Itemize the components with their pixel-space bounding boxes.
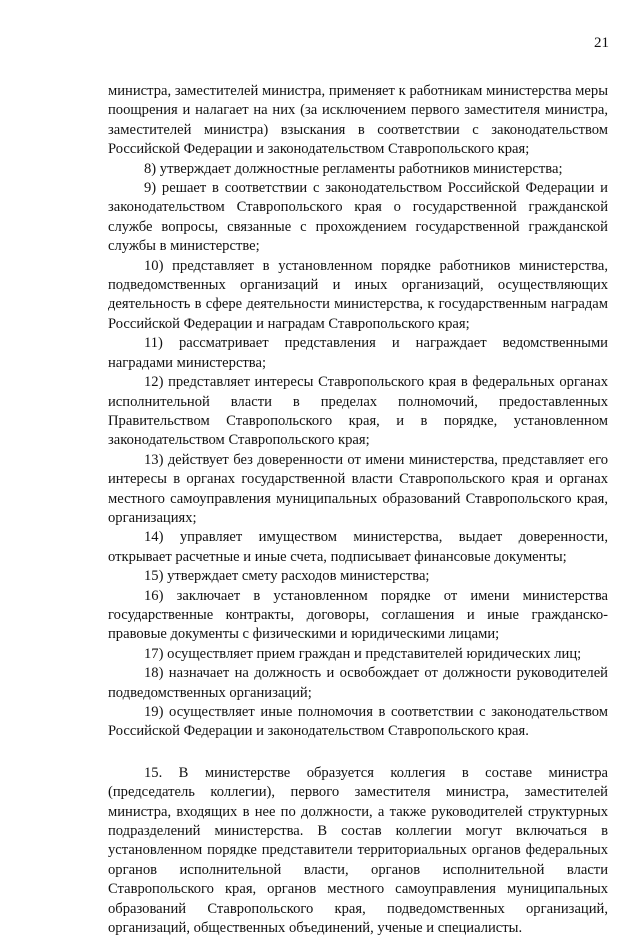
paragraph-item-13: 13) действует без доверенности от имени министерства, представляет его интересы в органах государственной власти Ставропольского края и органах местного самоуправления муниципальных образований Ставропольского края, организациях; — [108, 451, 608, 526]
paragraph-item-14: 14) управляет имуществом министерства, выдает доверенности, открывает расчетные и иные счета, подписывает финансовые документы; — [108, 529, 608, 565]
paragraph-item-15: 15) утверждает смету расходов министерства; — [144, 568, 430, 585]
paragraph-item-9: 9) решает в соответствии с законодательством Российской Федерации и законодательством Ставропольского края о государственной гражданской службе вопросы, связанные с прохождением государственной гражданской службы в министерстве; — [108, 180, 608, 255]
paragraph-continuation: министра, заместителей министра, применяет к работникам министерства меры поощрения и налагает на них (за исключением первого заместителя министра, заместителей министра) взыскания в соответствии с законодательством Российской Федерации и законодательством Ставропольского края; — [108, 83, 608, 158]
document-body — [108, 82, 608, 938]
paragraph-item-11: 11) рассматривает представления и награждает ведомственными наградами министерства; — [108, 335, 608, 371]
paragraph-item-16: 16) заключает в установленном порядке от имени министерства государственные контракты, договоры, соглашения и иные гражданско-правовые документы с физическими и юридическими лицами; — [108, 587, 608, 643]
paragraph-item-12: 12) представляет интересы Ставропольского края в федеральных органах исполнительной власти в пределах полномочий, предоставленных Правительством Ставропольского края, и в порядке, установленном законодательством Ставропольского края; — [108, 374, 608, 449]
paragraph-item-8: 8) утверждает должностные регламенты работников министерства; — [144, 160, 563, 177]
paragraph-item-18: 18) назначает на должность и освобождает от должности руководителей подведомственных организаций; — [108, 665, 608, 701]
paragraph-clause-15: 15. В министерстве образуется коллегия в составе министра (председатель коллегии), первого заместителя министра, заместителей министра, входящих в нее по должности, а также руководителей структурных подразделений министерства. В состав коллегии могут включаться в установленном порядке представители территориальных органов федеральных органов исполнительной власти, органов исполнительной власти Ставропольского края, органов местного самоуправления муниципальных образований Ставропольского края, подведомственных организаций, организаций, общественных объединений, ученые и специалисты. — [108, 764, 608, 937]
paragraph-item-19: 19) осуществляет иные полномочия в соответствии с законодательством Российской Федерации и законодательством Ставропольского края. — [108, 704, 608, 740]
paragraph-item-10: 10) представляет в установленном порядке работников министерства, подведомственных организаций и иных организаций, осуществляющих деятельность в сфере деятельности министерства, к государственным наградам Российской Федерации и наградам Ставропольского края; — [108, 257, 608, 332]
paragraph-item-17: 17) осуществляет прием граждан и представителей юридических лиц; — [144, 645, 582, 662]
page-number: 21 — [594, 35, 609, 51]
